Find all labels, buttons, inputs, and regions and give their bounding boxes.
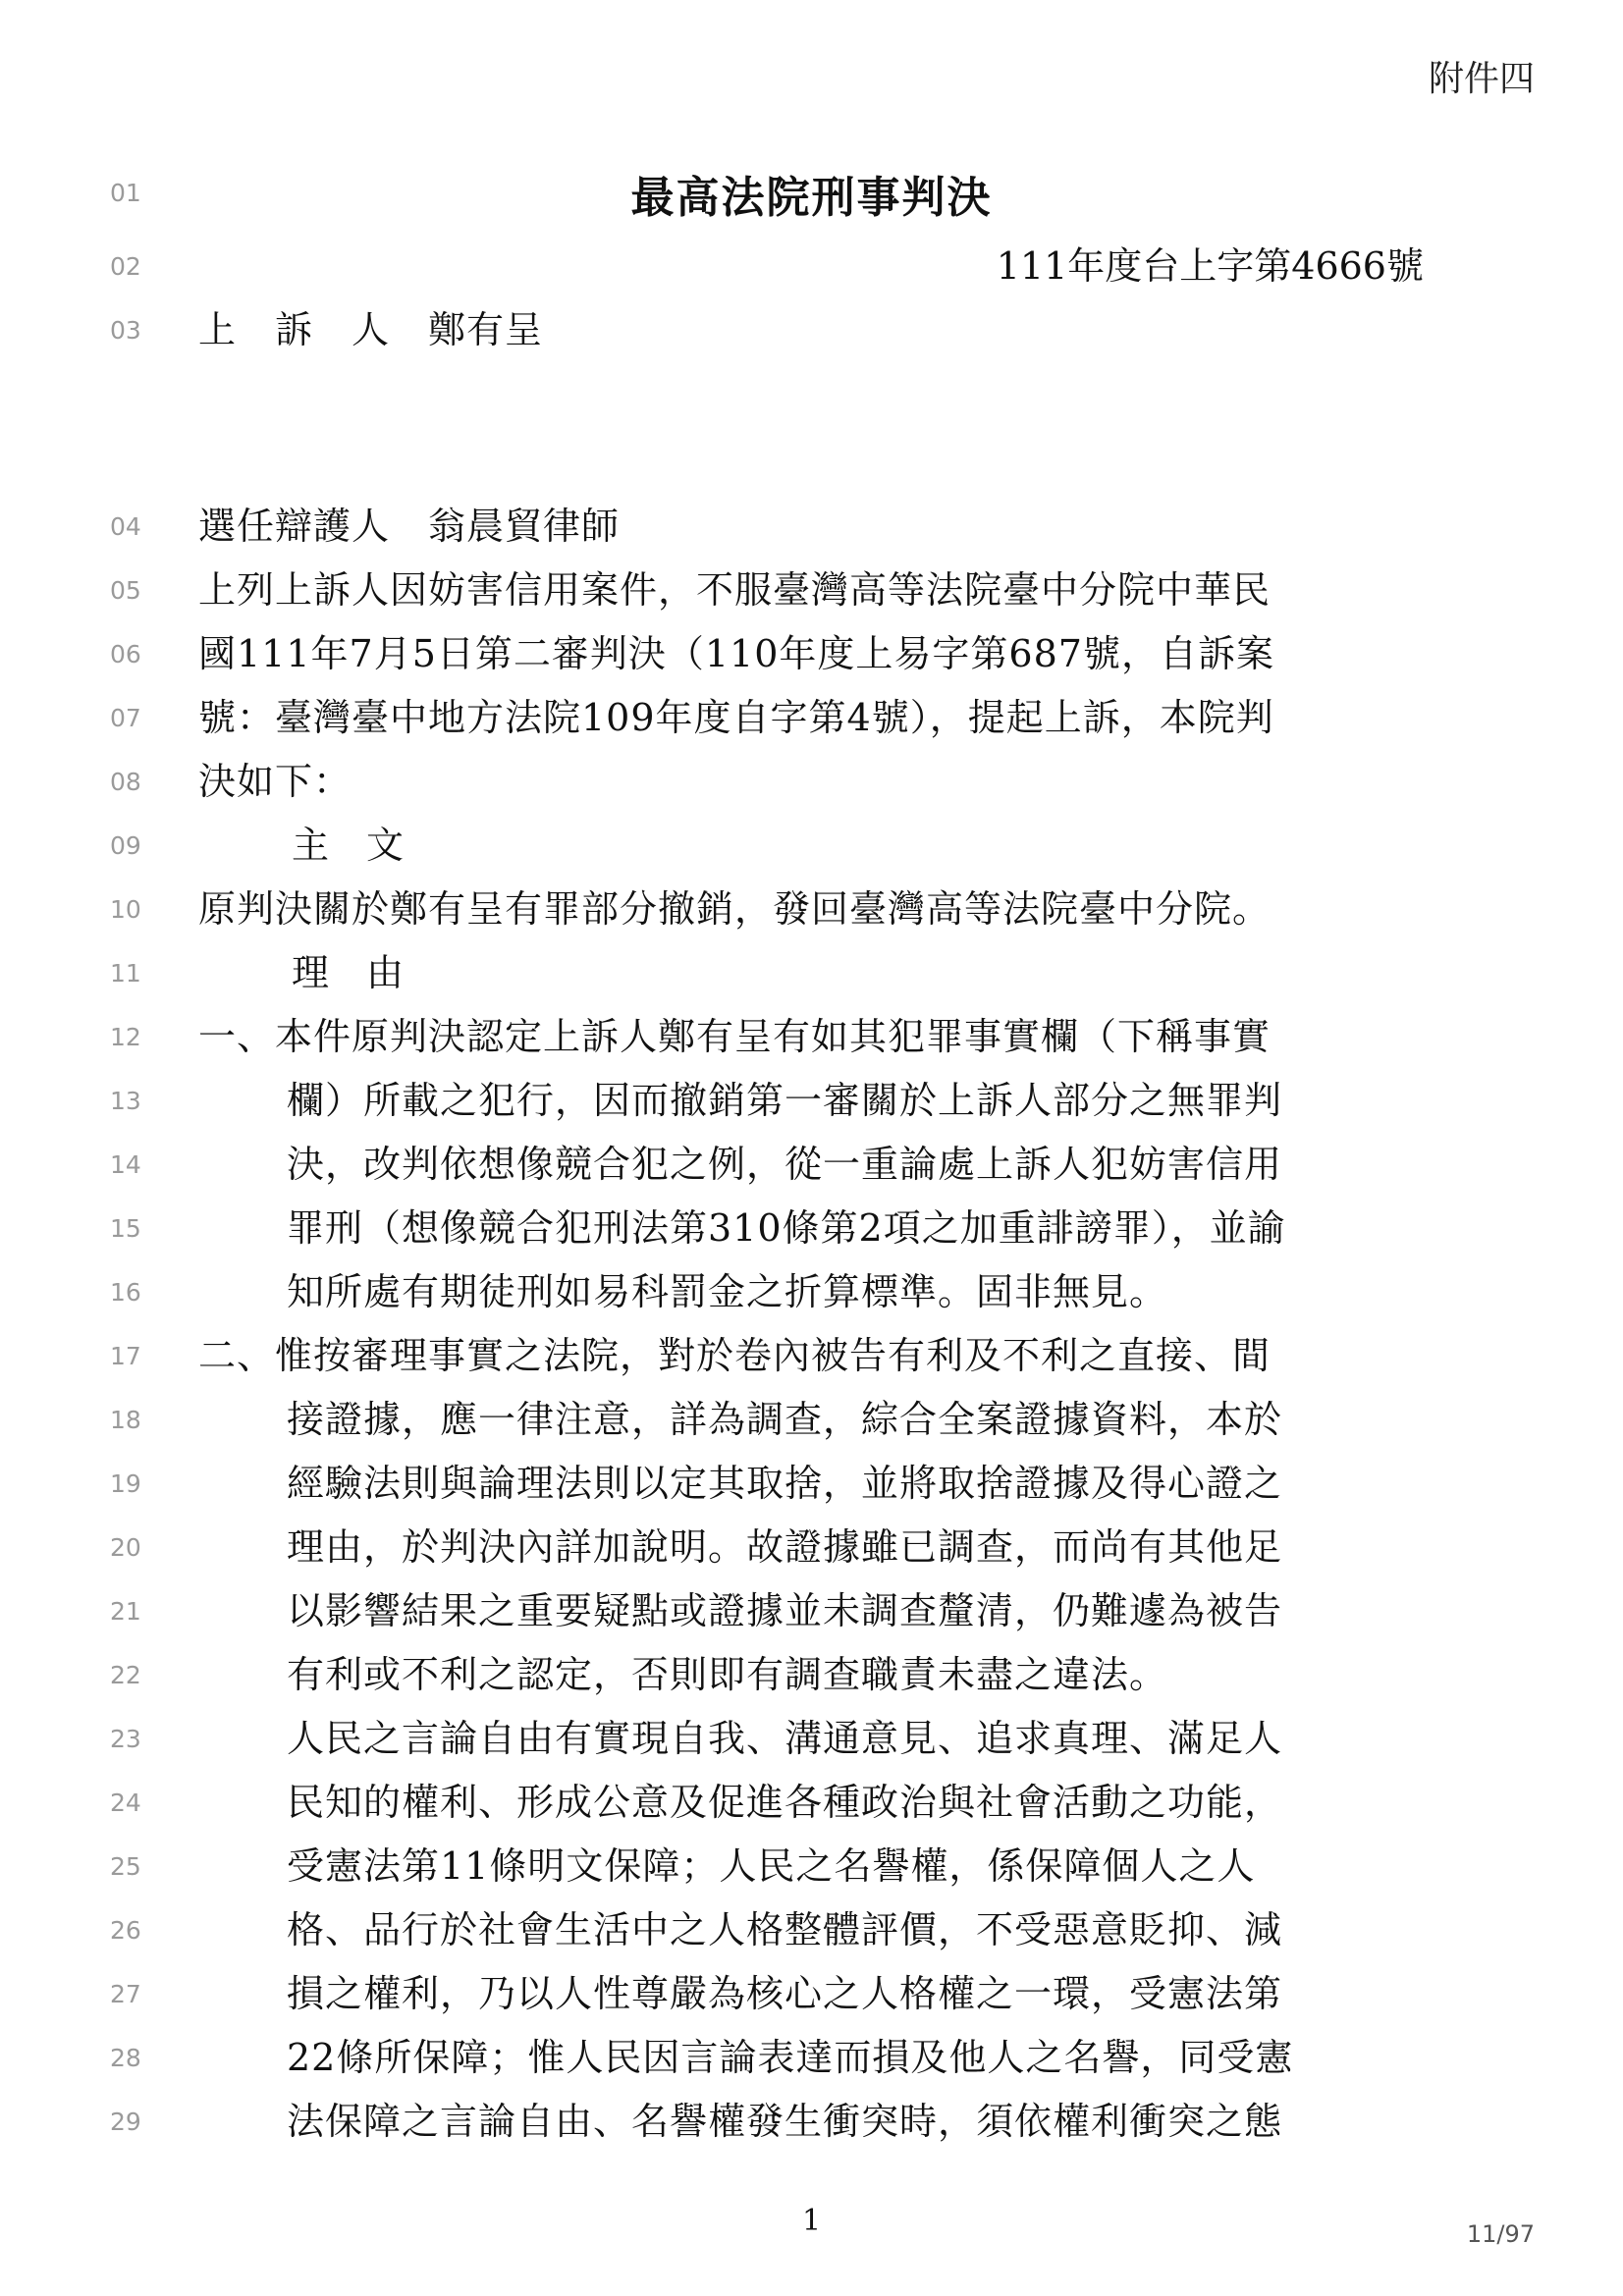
attachment-label: 附件四: [1428, 59, 1535, 99]
line-12: [0, 1009, 1623, 1068]
line-number: 12: [110, 1023, 141, 1051]
body-text: 受憲法第11條明文保障；人民之名譽權，係保障個人之人: [287, 1844, 1256, 1888]
body-text: 22條所保障；惟人民因言論表達而損及他人之名譽，同受憲: [287, 2036, 1294, 2079]
line-number: 04: [110, 512, 141, 541]
line-number: 03: [110, 316, 141, 345]
body-text: 罪刑（想像競合犯刑法第310條第2項之加重誹謗罪），並諭: [287, 1206, 1286, 1250]
line-number: 23: [110, 1725, 141, 1753]
line-number: 07: [110, 704, 141, 732]
section-heading-reasons: 理 由: [292, 951, 405, 994]
line-14: [0, 1137, 1623, 1196]
body-text: 知所處有期徒刑如易科罰金之折算標準。固非無見。: [287, 1270, 1168, 1313]
line-13: [0, 1073, 1623, 1132]
body-text: 民知的權利、形成公意及促進各種政治與社會活動之功能，: [287, 1781, 1283, 1824]
line-11: [0, 945, 1623, 1004]
line-number: 02: [110, 252, 141, 281]
page-total: 11/97: [1466, 2220, 1535, 2248]
line-number: 11: [110, 959, 141, 988]
line-28: [0, 2030, 1623, 2089]
body-text: 原判決關於鄭有呈有罪部分撤銷，發回臺灣高等法院臺中分院。: [198, 887, 1271, 931]
body-text: 法保障之言論自由、名譽權發生衝突時，須依權利衝突之態: [287, 2100, 1283, 2143]
appellant-line: 上 訴 人 鄭有呈: [198, 308, 544, 351]
line-17: [0, 1328, 1623, 1387]
line-02: [0, 239, 1623, 297]
body-text: 格、品行於社會生活中之人格整體評價，不受惡意貶抑、減: [287, 1908, 1283, 1951]
body-text: 決，改判依想像競合犯之例，從一重論處上訴人犯妨害信用: [287, 1143, 1283, 1186]
line-number: 27: [110, 1980, 141, 2008]
line-23: [0, 1711, 1623, 1770]
line-18: [0, 1392, 1623, 1451]
line-20: [0, 1520, 1623, 1578]
document-title: 最高法院刑事判決: [630, 173, 993, 223]
line-01: [0, 165, 1623, 224]
line-26: [0, 1902, 1623, 1961]
line-19: [0, 1456, 1623, 1515]
body-text: 理由，於判決內詳加說明。故證據雖已調查，而尚有其他足: [287, 1525, 1283, 1569]
line-03: [0, 302, 1623, 361]
line-24: [0, 1775, 1623, 1834]
line-09: [0, 818, 1623, 877]
line-number: 21: [110, 1597, 141, 1626]
line-number: 24: [110, 1789, 141, 1817]
line-05: [0, 562, 1623, 621]
line-07: [0, 690, 1623, 749]
line-number: 14: [110, 1150, 141, 1179]
body-text: 國111年7月5日第二審判決（110年度上易字第687號，自訴案: [198, 632, 1274, 675]
section-heading-main-text: 主 文: [292, 824, 405, 867]
line-number: 17: [110, 1342, 141, 1370]
line-number: 13: [110, 1087, 141, 1115]
body-text: 決如下：: [198, 760, 352, 803]
line-number: 09: [110, 831, 141, 860]
line-number: 19: [110, 1469, 141, 1498]
line-number: 26: [110, 1916, 141, 1945]
line-number: 08: [110, 768, 141, 796]
line-number: 06: [110, 640, 141, 668]
line-10: [0, 881, 1623, 940]
body-text: 號：臺灣臺中地方法院109年度自字第4號），提起上訴，本院判: [198, 696, 1274, 739]
line-number: 01: [110, 179, 141, 207]
line-16: [0, 1264, 1623, 1323]
line-number: 05: [110, 576, 141, 605]
line-06: [0, 626, 1623, 685]
body-text: 以影響結果之重要疑點或證據並未調查釐清，仍難遽為被告: [287, 1589, 1283, 1632]
body-text: 上列上訴人因妨害信用案件，不服臺灣高等法院臺中分院中華民: [198, 568, 1271, 612]
body-text: 有利或不利之認定，否則即有調查職責未盡之違法。: [287, 1653, 1168, 1696]
line-number: 16: [110, 1278, 141, 1307]
line-number: 10: [110, 895, 141, 924]
line-number: 28: [110, 2044, 141, 2072]
line-number: 20: [110, 1533, 141, 1562]
line-21: [0, 1583, 1623, 1642]
defender-line: 選任辯護人 翁晨貿律師: [198, 505, 621, 548]
line-number: 15: [110, 1214, 141, 1243]
line-number: 18: [110, 1406, 141, 1434]
case-number: 111年度台上字第4666號: [996, 244, 1424, 288]
body-text: 二、惟按審理事實之法院，對於卷內被告有利及不利之直接、間: [198, 1334, 1271, 1377]
line-04: [0, 499, 1623, 558]
body-text: 一、本件原判決認定上訴人鄭有呈有如其犯罪事實欄（下稱事實: [198, 1015, 1271, 1058]
line-27: [0, 1966, 1623, 2025]
line-15: [0, 1201, 1623, 1259]
body-text: 經驗法則與論理法則以定其取捨，並將取捨證據及得心證之: [287, 1462, 1283, 1505]
line-22: [0, 1647, 1623, 1706]
line-number: 22: [110, 1661, 141, 1689]
line-number: 29: [110, 2108, 141, 2136]
body-text: 接證據，應一律注意，詳為調查，綜合全案證據資料，本於: [287, 1398, 1283, 1441]
line-29: [0, 2094, 1623, 2153]
line-number: 25: [110, 1852, 141, 1881]
body-text: 人民之言論自由有實現自我、溝通意見、追求真理、滿足人: [287, 1717, 1283, 1760]
line-08: [0, 754, 1623, 813]
body-text: 損之權利，乃以人性尊嚴為核心之人格權之一環，受憲法第: [287, 1972, 1283, 2015]
body-text: 欄）所載之犯行，因而撤銷第一審關於上訴人部分之無罪判: [287, 1079, 1283, 1122]
line-25: [0, 1839, 1623, 1897]
page-number: 1: [801, 2204, 822, 2238]
